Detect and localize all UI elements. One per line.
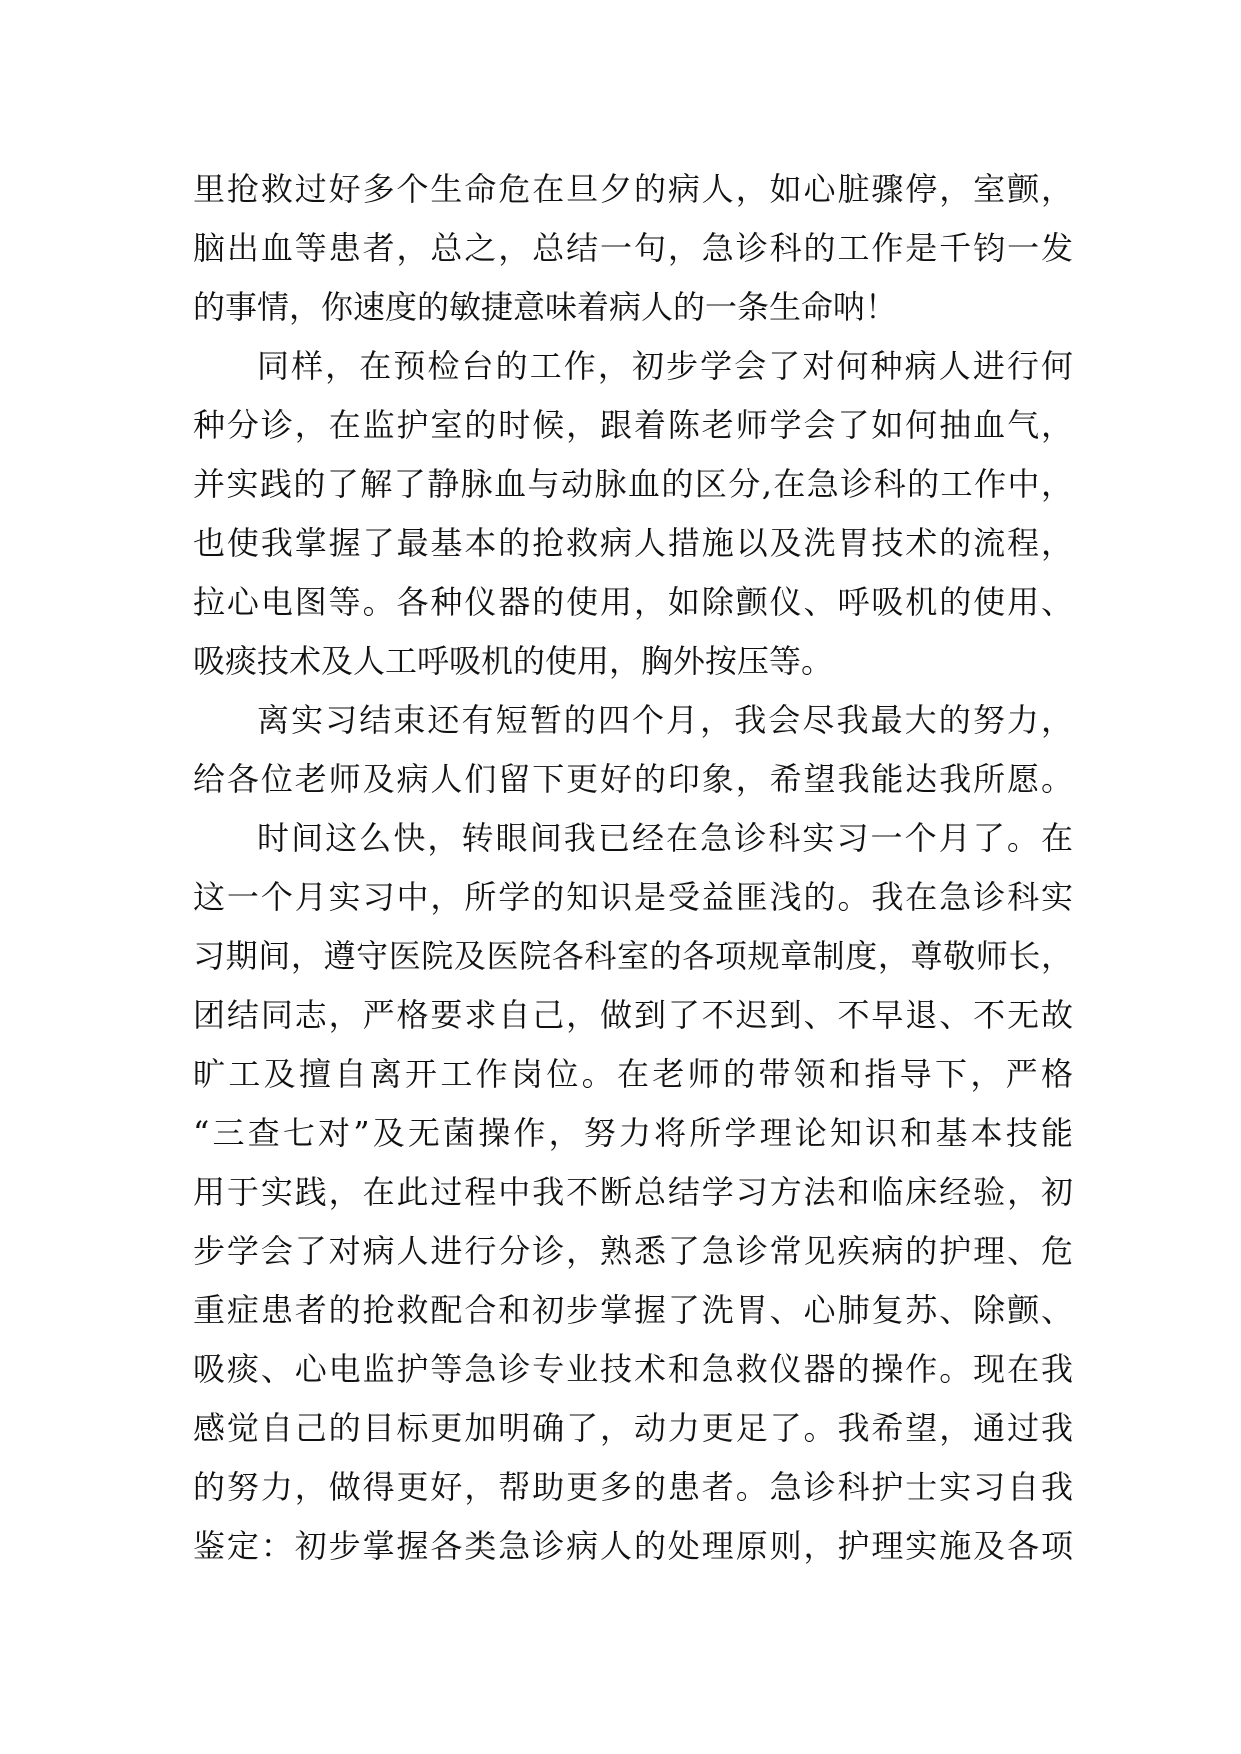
- text-line: 同样，在预检台的工作，初步学会了对何种病人进行何: [257, 347, 1073, 385]
- text-line: 鉴定：初步掌握各类急诊病人的处理原则，护理实施及各项: [193, 1527, 1073, 1565]
- text-line: 的事情，你速度的敏捷意味着病人的一条生命呐！: [193, 288, 898, 326]
- text-line: “三查七对”及无菌操作，努力将所学理论知识和基本技能: [193, 1114, 1073, 1152]
- text-line: 时间这么快，转眼间我已经在急诊科实习一个月了。在: [257, 819, 1073, 857]
- text-line: 旷工及擅自离开工作岗位。在老师的带领和指导下，严格: [193, 1055, 1073, 1093]
- text-line: 吸痰、心电监护等急诊专业技术和急救仪器的操作。现在我: [193, 1350, 1073, 1388]
- text-line: 习期间，遵守医院及医院各科室的各项规章制度，尊敬师长，: [193, 937, 1073, 975]
- text-line: 给各位老师及病人们留下更好的印象，希望我能达我所愿。: [193, 760, 1073, 798]
- text-line: 种分诊，在监护室的时候，跟着陈老师学会了如何抽血气，: [193, 406, 1073, 444]
- text-line: 吸痰技术及人工呼吸机的使用，胸外按压等。: [193, 642, 834, 680]
- text-line: 感觉自己的目标更加明确了，动力更足了。我希望，通过我: [193, 1409, 1073, 1447]
- text-line: 脑出血等患者，总之，总结一句，急诊科的工作是千钧一发: [193, 229, 1073, 267]
- text-line: 拉心电图等。各种仪器的使用，如除颤仪、呼吸机的使用、: [193, 583, 1073, 621]
- text-line: 里抢救过好多个生命危在旦夕的病人，如心脏骤停，室颤，: [193, 170, 1073, 208]
- text-line: 重症患者的抢救配合和初步掌握了洗胃、心肺复苏、除颤、: [193, 1291, 1073, 1329]
- text-line: 团结同志，严格要求自己，做到了不迟到、不早退、不无故: [193, 996, 1073, 1034]
- text-line: 也使我掌握了最基本的抢救病人措施以及洗胃技术的流程，: [193, 524, 1073, 562]
- text-line: 步学会了对病人进行分诊，熟悉了急诊常见疾病的护理、危: [193, 1232, 1073, 1270]
- text-line: 用于实践，在此过程中我不断总结学习方法和临床经验，初: [193, 1173, 1073, 1211]
- text-line: 并实践的了解了静脉血与动脉血的区分,在急诊科的工作中，: [193, 465, 1073, 503]
- document-body: [193, 160, 1073, 1576]
- text-line: 离实习结束还有短暂的四个月，我会尽我最大的努力，: [257, 701, 1073, 739]
- text-line: 的努力，做得更好，帮助更多的患者。急诊科护士实习自我: [193, 1468, 1073, 1506]
- text-line: 这一个月实习中，所学的知识是受益匪浅的。我在急诊科实: [193, 878, 1073, 916]
